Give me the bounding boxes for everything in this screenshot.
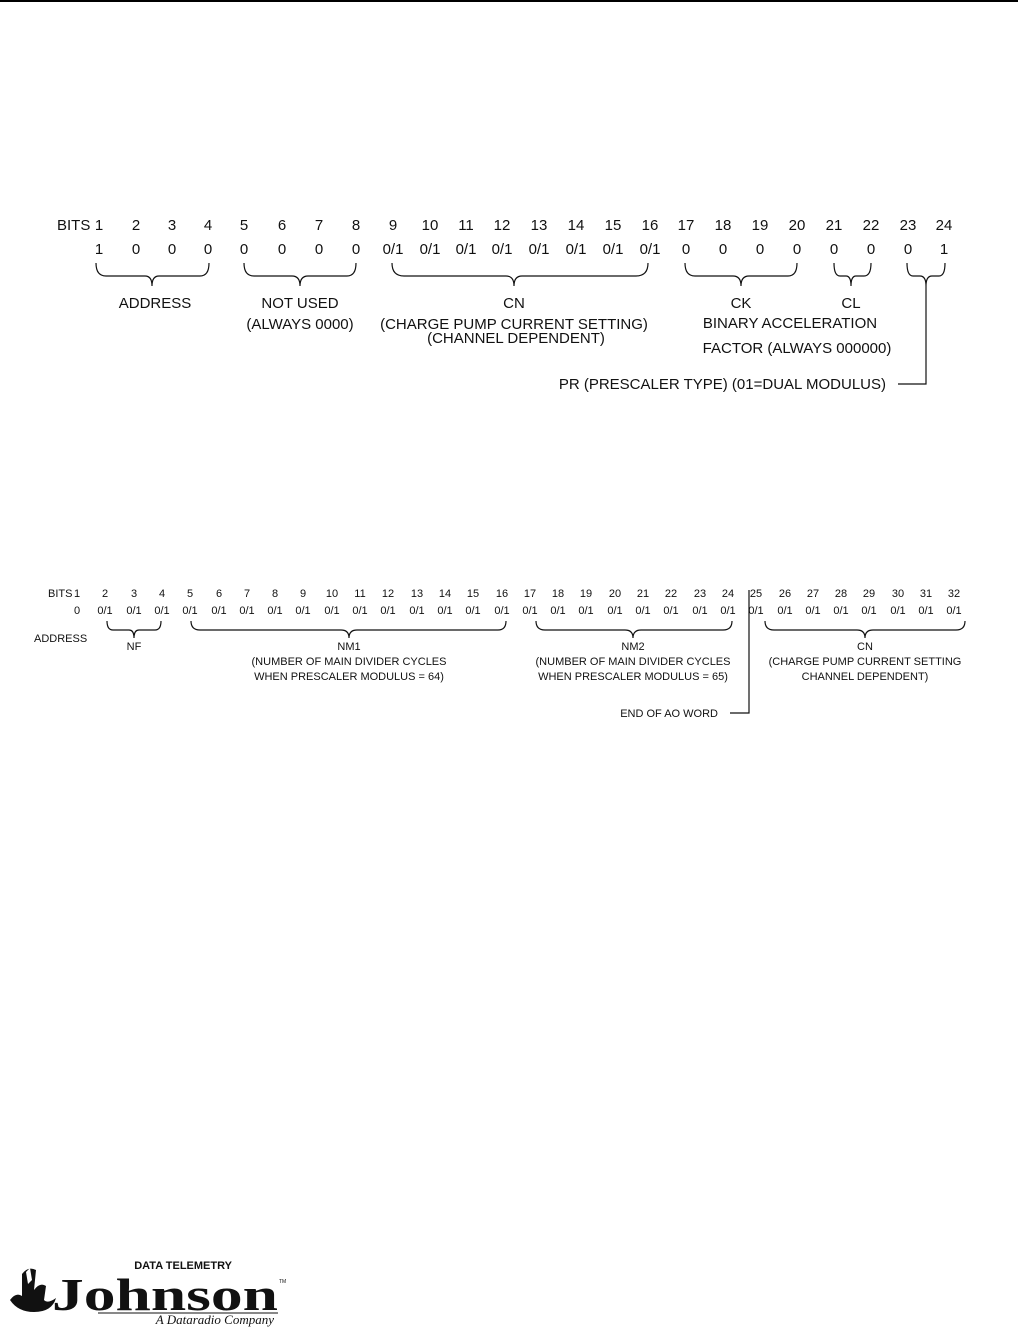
d1-cn-label: CN xyxy=(503,295,525,312)
d1-bit-value: 0 xyxy=(314,241,324,258)
d2-bit-number: 9 xyxy=(299,588,307,600)
d1-cn-brace xyxy=(392,263,648,286)
d2-bit-value: 0/1 xyxy=(607,605,623,617)
d2-bit-number: 32 xyxy=(947,588,961,600)
d1-address-brace xyxy=(96,263,209,286)
d2-bit-number: 26 xyxy=(778,588,792,600)
d1-address-label: ADDRESS xyxy=(118,295,192,312)
d2-bit-value: 0/1 xyxy=(777,605,793,617)
d1-bit-value: 1 xyxy=(94,241,104,258)
d1-bit-value: 0 xyxy=(792,241,802,258)
d1-bit-number: 7 xyxy=(314,217,324,234)
d1-bit-number: 11 xyxy=(458,217,474,234)
d1-bit-number: 22 xyxy=(862,217,880,234)
d1-bit-number: 3 xyxy=(167,217,177,234)
d2-bit-number: 30 xyxy=(891,588,905,600)
d1-cn-sub2: (CHANNEL DEPENDENT) xyxy=(427,330,605,347)
d1-bit-number: 6 xyxy=(277,217,287,234)
diagram-1 xyxy=(57,217,952,393)
ship-icon xyxy=(10,1268,56,1312)
d1-bit-number: 13 xyxy=(530,217,548,234)
d2-nf-brace xyxy=(107,621,161,638)
d2-bit-number: 17 xyxy=(523,588,537,600)
d1-binary-line2: FACTOR (ALWAYS 000000) xyxy=(702,340,892,357)
d2-bit-value: 0/1 xyxy=(635,605,651,617)
d1-ck-brace xyxy=(685,263,797,286)
d2-bit-value: 0/1 xyxy=(663,605,679,617)
d1-bit-value: 0 xyxy=(829,241,839,258)
d2-bit-number: 12 xyxy=(381,588,395,600)
d2-bit-values xyxy=(74,605,962,617)
d1-ck-label: CK xyxy=(730,295,752,312)
d2-bit-value: 0/1 xyxy=(861,605,877,617)
d2-bit-value: 0/1 xyxy=(578,605,594,617)
d2-bit-value: 0/1 xyxy=(494,605,510,617)
d2-bit-number: 25 xyxy=(749,588,763,600)
d2-nm1-sub1: (NUMBER OF MAIN DIVIDER CYCLES xyxy=(251,656,447,668)
d1-cn-sub1: (CHARGE PUMP CURRENT SETTING) xyxy=(380,316,648,333)
d1-bit-value: 0/1 xyxy=(639,241,661,258)
d2-cn-brace xyxy=(765,621,965,638)
d1-bit-number: 19 xyxy=(751,217,769,234)
d2-nm1-sub2: WHEN PRESCALER MODULUS = 64) xyxy=(254,671,444,683)
d2-bit-number: 29 xyxy=(862,588,876,600)
d1-cl-brace xyxy=(834,263,871,286)
d2-cn-label: CN xyxy=(857,641,873,653)
d1-not-used-brace xyxy=(244,263,356,286)
d2-bit-number: 6 xyxy=(215,588,223,600)
d2-bit-value: 0/1 xyxy=(239,605,255,617)
d2-nm2-sub1: (NUMBER OF MAIN DIVIDER CYCLES xyxy=(535,656,731,668)
d1-bit-number: 2 xyxy=(131,217,141,234)
d2-cn-sub2: CHANNEL DEPENDENT) xyxy=(801,671,929,683)
d2-bit-number: 31 xyxy=(919,588,933,600)
d2-bit-number: 5 xyxy=(186,588,194,600)
d2-bit-number: 20 xyxy=(608,588,622,600)
d1-bit-number: 23 xyxy=(899,217,917,234)
d1-bit-number: 18 xyxy=(714,217,732,234)
d2-bit-value: 0/1 xyxy=(352,605,368,617)
d1-pr-label: PR (PRESCALER TYPE) (01=DUAL MODULUS) xyxy=(558,376,886,393)
d1-bit-number: 20 xyxy=(788,217,806,234)
d2-bit-number: 16 xyxy=(495,588,509,600)
d2-nm2-label: NM2 xyxy=(621,641,645,653)
d2-nm2-sub2: WHEN PRESCALER MODULUS = 65) xyxy=(538,671,728,683)
d2-bit-value: 0/1 xyxy=(437,605,453,617)
d2-nm1-label: NM1 xyxy=(337,641,361,653)
d2-bit-value: 0/1 xyxy=(522,605,538,617)
d2-bit-value: 0/1 xyxy=(182,605,198,617)
logo-tm: TM xyxy=(279,1279,287,1285)
d1-bit-value: 0/1 xyxy=(528,241,550,258)
d2-bit-value: 0/1 xyxy=(154,605,170,617)
d2-address-label: ADDRESS xyxy=(34,633,88,645)
d2-bit-value: 0/1 xyxy=(550,605,566,617)
d2-bit-value: 0/1 xyxy=(295,605,311,617)
d1-cl-label: CL xyxy=(841,295,861,312)
d1-pr-leader-line xyxy=(898,286,926,384)
d2-bit-number: 13 xyxy=(410,588,424,600)
d2-nm1-brace xyxy=(191,621,506,638)
d1-bit-number: 12 xyxy=(493,217,511,234)
d2-bit-value: 0 xyxy=(73,605,81,617)
d1-bit-number: 24 xyxy=(935,217,953,234)
d1-bit-value: 0 xyxy=(167,241,177,258)
d2-bit-number: 28 xyxy=(834,588,848,600)
d1-not-used-sub: (ALWAYS 0000) xyxy=(246,316,354,333)
d1-bit-value: 0 xyxy=(239,241,249,258)
d2-nm2-brace xyxy=(536,621,732,638)
d1-bit-number: 1 xyxy=(94,217,104,234)
d2-bit-number: 1 xyxy=(73,588,81,600)
d1-bit-value: 0 xyxy=(755,241,765,258)
d2-bit-value: 0/1 xyxy=(267,605,283,617)
d1-bit-value: 0/1 xyxy=(602,241,624,258)
d1-bit-number: 21 xyxy=(825,217,843,234)
d2-bit-number: 24 xyxy=(721,588,735,600)
d2-bit-value: 0/1 xyxy=(211,605,227,617)
d2-bit-value: 0/1 xyxy=(805,605,821,617)
d2-bit-value: 0/1 xyxy=(692,605,708,617)
d1-bit-value: 0 xyxy=(351,241,361,258)
d1-bit-number: 4 xyxy=(203,217,213,234)
d2-bit-number: 18 xyxy=(551,588,565,600)
d2-bit-value: 0/1 xyxy=(97,605,113,617)
d2-bit-value: 0/1 xyxy=(409,605,425,617)
d2-bit-number: 8 xyxy=(271,588,279,600)
d1-not-used-label: NOT USED xyxy=(261,295,339,312)
d1-bit-number: 10 xyxy=(421,217,439,234)
d2-bit-number: 23 xyxy=(693,588,707,600)
d1-bit-value: 0/1 xyxy=(565,241,587,258)
d2-bit-number: 4 xyxy=(158,588,166,600)
d1-bit-value: 0/1 xyxy=(491,241,513,258)
d1-bit-value: 1 xyxy=(939,241,949,258)
d2-bit-value: 0/1 xyxy=(748,605,764,617)
d2-bit-value: 0/1 xyxy=(946,605,962,617)
d2-bit-number: 14 xyxy=(438,588,452,600)
d2-bit-number: 10 xyxy=(325,588,339,600)
logo-tagline: DATA TELEMETRY xyxy=(134,1260,232,1272)
d1-bit-number: 16 xyxy=(641,217,659,234)
d1-bit-number: 17 xyxy=(677,217,695,234)
d1-bit-value: 0/1 xyxy=(455,241,477,258)
d2-nf-label: NF xyxy=(126,641,142,653)
d1-bit-value: 0 xyxy=(903,241,913,258)
d2-bits-label: BITS xyxy=(48,588,73,600)
d2-bit-number: 27 xyxy=(806,588,820,600)
d2-bit-number: 21 xyxy=(636,588,650,600)
johnson-logo xyxy=(8,1250,298,1328)
d2-bit-value: 0/1 xyxy=(465,605,481,617)
diagram-2 xyxy=(34,588,965,720)
d1-bit-number: 15 xyxy=(604,217,622,234)
d1-bit-number: 9 xyxy=(388,217,398,234)
d2-bit-value: 0/1 xyxy=(890,605,906,617)
d1-bit-value: 0/1 xyxy=(419,241,441,258)
d1-bit-value: 0 xyxy=(718,241,728,258)
d1-bit-number: 5 xyxy=(239,217,249,234)
d2-bit-numbers xyxy=(74,588,960,600)
d1-bits-label: BITS xyxy=(57,217,91,234)
d2-bit-value: 0/1 xyxy=(380,605,396,617)
d2-bit-value: 0/1 xyxy=(126,605,142,617)
d1-bit-value: 0 xyxy=(866,241,876,258)
d2-bit-number: 3 xyxy=(130,588,138,600)
logo-subtitle: A Dataradio Company xyxy=(155,1312,274,1327)
d1-binary-line1: BINARY ACCELERATION xyxy=(702,315,878,332)
d2-bit-number: 19 xyxy=(579,588,593,600)
d2-bit-number: 7 xyxy=(243,588,251,600)
d2-cn-sub1: (CHARGE PUMP CURRENT SETTING xyxy=(768,656,962,668)
d2-bit-value: 0/1 xyxy=(918,605,934,617)
d2-bit-value: 0/1 xyxy=(720,605,736,617)
d2-bit-number: 22 xyxy=(664,588,678,600)
d1-bit-value: 0/1 xyxy=(382,241,404,258)
d2-bit-value: 0/1 xyxy=(833,605,849,617)
logo-brand: Johnson xyxy=(52,1269,278,1320)
d1-bit-number: 14 xyxy=(567,217,585,234)
d1-bit-number: 8 xyxy=(351,217,361,234)
d1-bit-value: 0 xyxy=(681,241,691,258)
d1-bit-numbers xyxy=(95,217,953,234)
d1-pr-brace xyxy=(907,263,945,286)
d1-bit-value: 0 xyxy=(277,241,287,258)
d2-bit-number: 11 xyxy=(354,588,366,600)
d2-bit-number: 2 xyxy=(101,588,109,600)
d2-end-word-label: END OF AO WORD xyxy=(620,708,718,720)
d2-bit-number: 15 xyxy=(466,588,480,600)
d1-bit-values xyxy=(95,241,948,258)
d2-bit-value: 0/1 xyxy=(324,605,340,617)
d1-bit-value: 0 xyxy=(203,241,213,258)
d1-bit-value: 0 xyxy=(131,241,141,258)
